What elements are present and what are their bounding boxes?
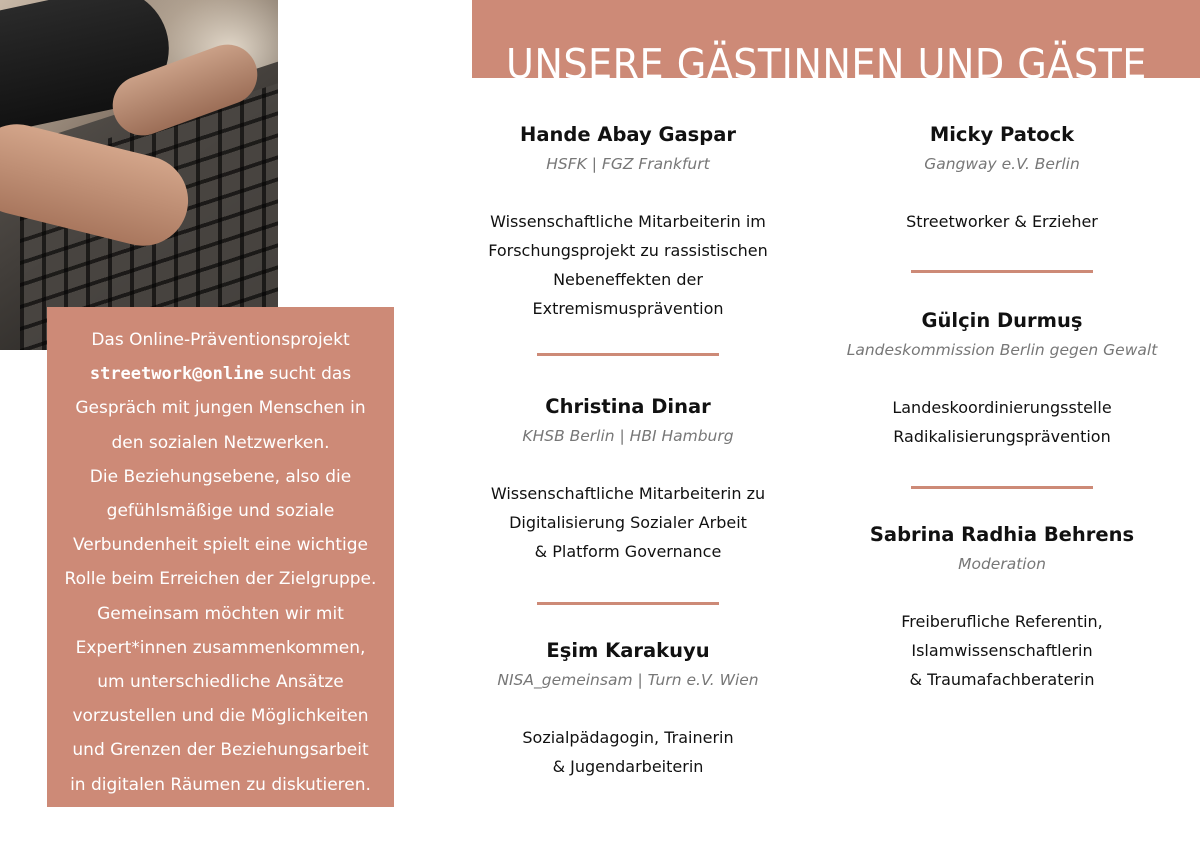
intro-line: Das Online-Präventionsprojekt [91,330,350,350]
divider [537,602,719,605]
intro-line: Gemeinsam möchten wir mit [97,603,344,624]
intro-line: Gespräch mit jungen Menschen in [75,398,366,419]
guest-christina-dinar [448,393,808,566]
divider [537,353,719,356]
intro-line: streetwork@online sucht das [89,364,352,385]
guest-role: Landeskoordinierungsstelle Radikalisierungsprävention [892,398,1112,446]
divider [911,270,1093,273]
guest-name: Gülçin Durmuş [921,309,1083,332]
laptop-typing-photo [0,0,278,350]
project-name: streetwork@online [89,364,264,385]
guest-organization: Moderation [958,555,1046,573]
guest-name: Christina Dinar [545,395,711,418]
intro-line: Rolle beim Erreichen der Zielgruppe. [64,569,377,590]
guest-organization: Gangway e.V. Berlin [924,155,1080,173]
guest-role: Freiberufliche Referentin, Islamwissenschaftlerin & Traumafachberaterin [901,612,1103,689]
guest-organization: KHSB Berlin | HBI Hamburg [522,427,734,445]
intro-line: den sozialen Netzwerken. [111,432,330,453]
intro-line: und Grenzen der Beziehungsarbeit [72,740,369,761]
guest-organization: HSFK | FGZ Frankfurt [546,155,710,173]
guest-hande-abay-gaspar [448,121,808,323]
guest-organization: Landeskommission Berlin gegen Gewalt [846,341,1158,359]
guest-gulcin-durmus [822,307,1182,451]
guest-role: Wissenschaftliche Mitarbeiterin zu Digitalisierung Sozialer Arbeit & Platform Governance [490,484,766,561]
guest-role: Streetworker & Erzieher [906,212,1098,231]
guest-sabrina-radhia-behrens [822,521,1182,694]
intro-line: Die Beziehungsebene, also die [89,466,352,487]
guest-name: Sabrina Radhia Behrens [869,523,1135,546]
intro-line: um unterschiedliche Ansätze [97,672,344,693]
intro-line: gefühlsmäßige und soziale [106,501,335,522]
divider [911,486,1093,489]
title-banner [472,0,1200,78]
guest-role: Wissenschaftliche Mitarbeiterin im Forschungsprojekt zu rassistischen Nebeneffekten der Extremismusprävention [488,212,768,318]
guest-name: Eşim Karakuyu [546,639,710,662]
guest-role: Sozialpädagogin, Trainerin & Jugendarbeiterin [522,728,734,776]
guest-name: Micky Patock [929,123,1075,146]
guest-micky-patock [822,121,1182,236]
intro-line: in digitalen Räumen zu diskutieren. [70,774,371,795]
guest-name: Hande Abay Gaspar [520,123,736,146]
intro-box [47,307,394,807]
page-title: UNSERE GÄSTINNEN UND GÄSTE [506,40,1147,78]
intro-line: Verbundenheit spielt eine wichtige [73,535,368,556]
guest-esim-karakuyu [448,637,808,781]
guest-organization: NISA_gemeinsam | Turn e.V. Wien [497,671,759,689]
intro-line: vorzustellen und die Möglichkeiten [72,706,369,727]
intro-line: Expert*innen zusammenkommen, [75,637,366,658]
